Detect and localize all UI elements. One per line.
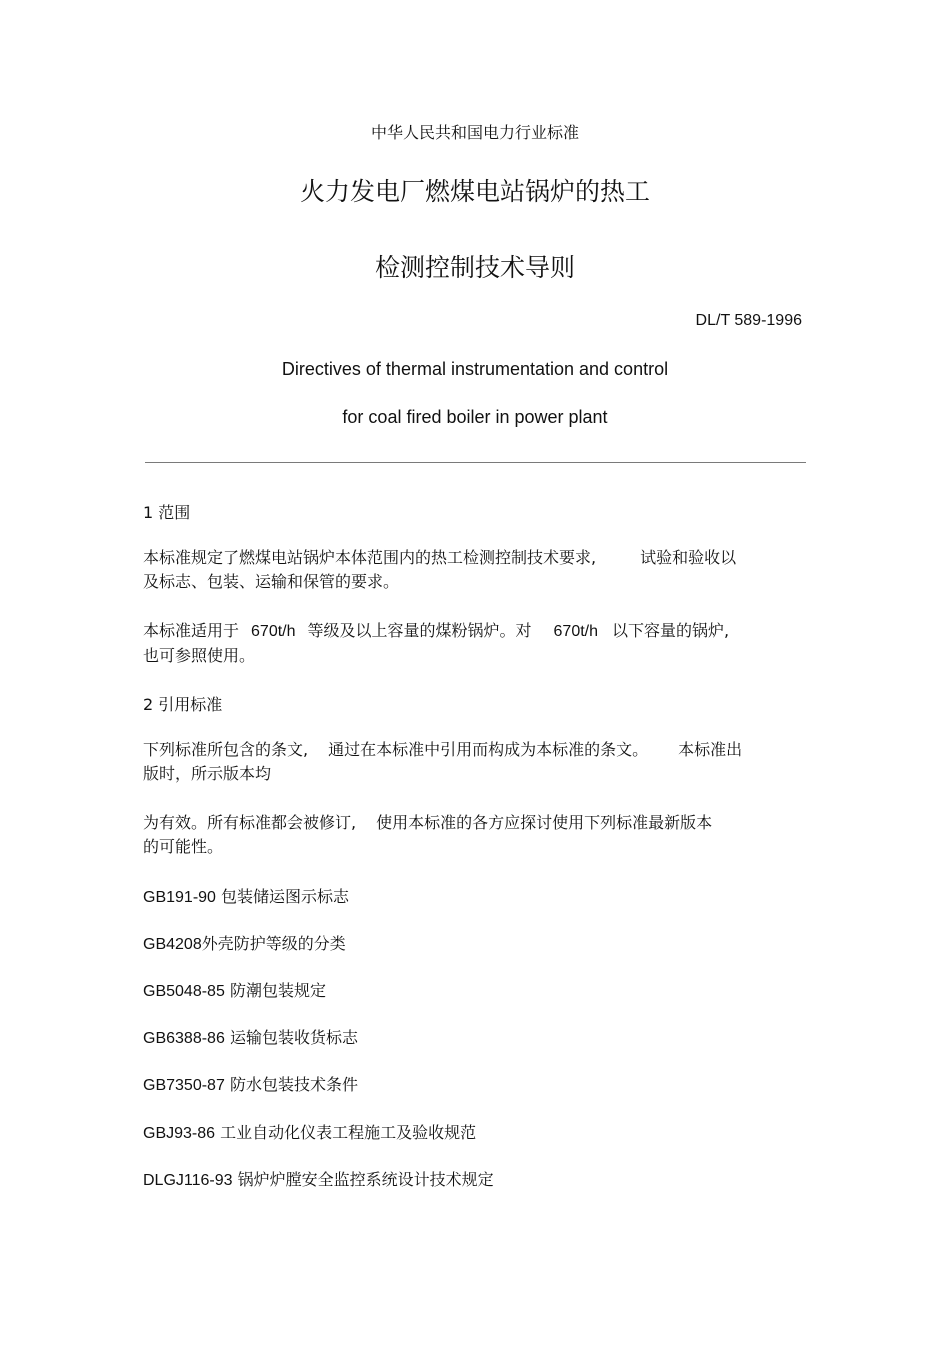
reference-title: 防潮包装规定 (229, 981, 326, 1000)
reference-item (143, 884, 349, 907)
english-title-line-2: for coal fired boiler in power plant (342, 407, 608, 427)
paragraph-text: 本标准出 (678, 740, 743, 759)
paragraph-text: 以下容量的锅炉, (612, 621, 730, 640)
paragraph-text: 本标准适用于 (143, 621, 240, 640)
reference-title: 外壳防护等级的分类 (201, 934, 346, 953)
reference-code: GB6388-86 (143, 1030, 225, 1047)
english-title-line-1: Directives of thermal instrumentation and control (281, 359, 669, 379)
reference-code: GB191-90 (143, 889, 216, 906)
standard-number: DL/T 589-1996 (695, 312, 802, 329)
paragraph-text: 下列标准所包含的条文, (143, 740, 309, 759)
reference-code: GB7350-87 (143, 1077, 225, 1094)
paragraph-text: 等级及以上容量的煤粉锅炉。对 (307, 621, 532, 640)
reference-code: GB5048-85 (143, 983, 225, 1000)
section-2-paragraph-2 (143, 811, 805, 859)
paragraph-text: 也可参照使用。 (143, 646, 256, 665)
reference-item (143, 931, 346, 954)
reference-item (143, 978, 326, 1001)
section-1-paragraph-2 (143, 619, 805, 668)
reference-item (143, 1167, 494, 1190)
paragraph-text: 版时，所示版本均 (143, 764, 272, 783)
reference-title: 工业自动化仪表工程施工及验收规范 (220, 1123, 477, 1142)
capacity-value: 670t/h (553, 623, 598, 640)
paragraph-text: 为有效。所有标准都会被修订, (143, 813, 357, 832)
reference-title: 防水包装技术条件 (229, 1075, 358, 1094)
section-2-heading: 2 引用标准 (143, 695, 223, 714)
section-1-heading: 1 范围 (143, 503, 191, 522)
reference-item (143, 1120, 476, 1143)
document-title-line-1: 火力发电厂燃煤电站锅炉的热工 (299, 177, 650, 206)
paragraph-text: 及标志、包装、运输和保管的要求。 (143, 572, 400, 591)
title-divider (145, 462, 806, 463)
document-title-line-2: 检测控制技术导则 (374, 253, 575, 282)
paragraph-text: 通过在本标准中引用而构成为本标准的条文。 (328, 740, 649, 759)
paragraph-text: 使用本标准的各方应探讨使用下列标准最新版本 (376, 813, 713, 832)
reference-code: GB4208 (143, 936, 202, 953)
reference-item (143, 1072, 358, 1095)
reference-item (143, 1025, 358, 1048)
section-2-paragraph-1 (143, 738, 805, 786)
issuer-line: 中华人民共和国电力行业标准 (370, 123, 579, 142)
section-1-paragraph-1 (143, 546, 805, 594)
capacity-value: 670t/h (251, 623, 296, 640)
reference-title: 锅炉炉膛安全监控系统设计技术规定 (237, 1170, 494, 1189)
reference-title: 运输包装收货标志 (229, 1028, 358, 1047)
paragraph-text: 本标准规定了燃煤电站锅炉本体范围内的热工检测控制技术要求, (143, 548, 597, 567)
paragraph-text: 试验和验收以 (640, 548, 737, 567)
reference-code: DLGJ116-93 (143, 1172, 233, 1189)
reference-title: 包装储运图示标志 (221, 887, 350, 906)
reference-code: GBJ93-86 (143, 1125, 216, 1142)
paragraph-text: 的可能性。 (143, 837, 224, 856)
